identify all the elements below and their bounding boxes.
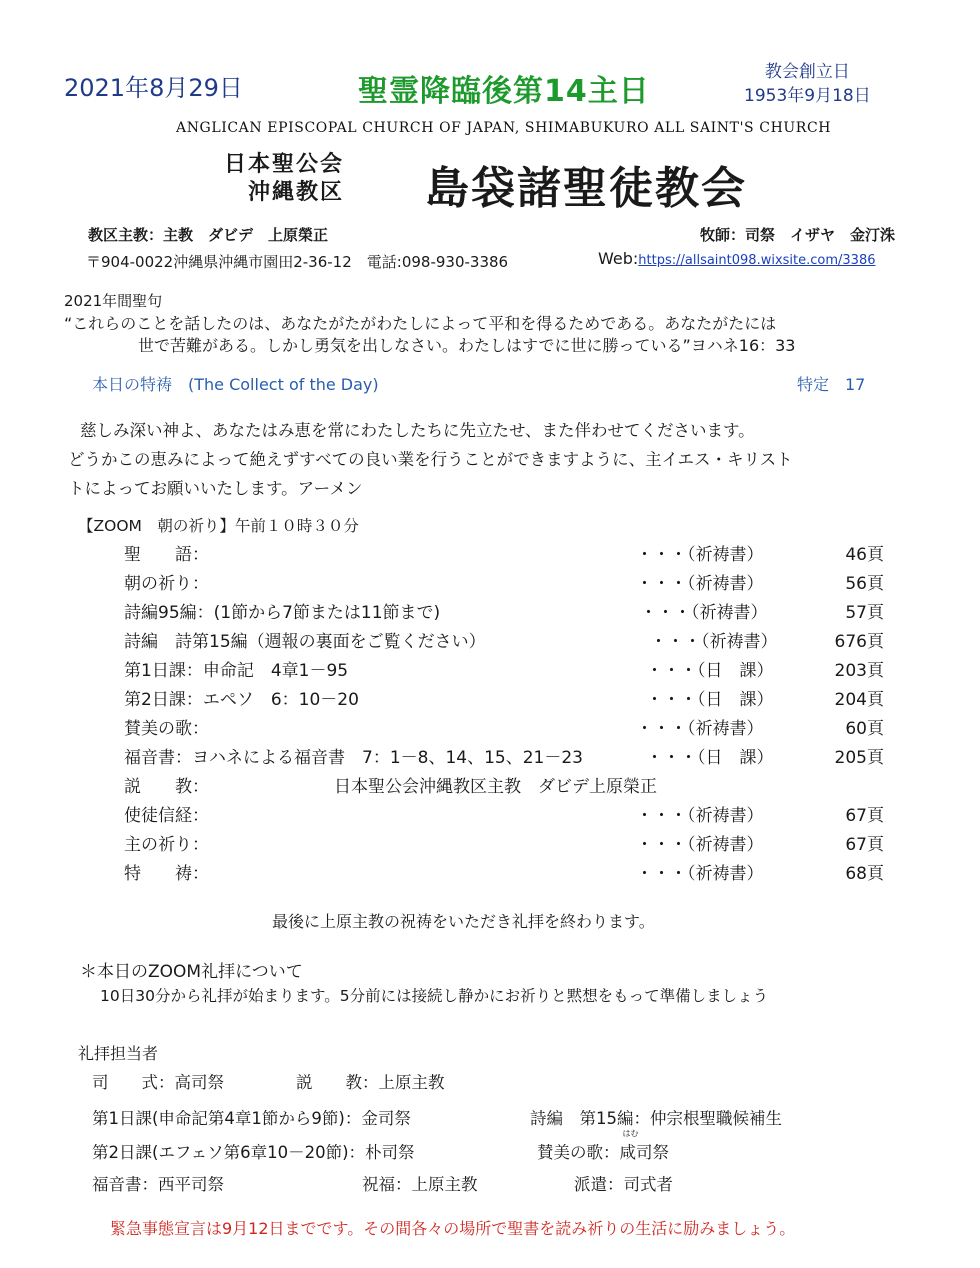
organization-name [224,150,344,206]
collect-line-3: トによってお願いいたします。アーメン [68,479,363,498]
liturgical-day: 聖霊降臨後第14主日 [358,74,650,109]
order-item-page: 68頁 [845,864,884,884]
order-item-source: ・・・（日 課） [646,690,774,710]
order-item-label: 賛美の歌： [124,719,209,739]
sermon-preacher: 日本聖公会沖縄教区主教 ダビデ上原榮正 [334,777,657,797]
duties-title: 礼拝担当者 [78,1044,159,1063]
website [598,249,875,268]
order-item [124,830,884,858]
duty-dismissal: 派遣：司式者 [574,1175,673,1194]
order-item [124,859,884,887]
english-church-name: ANGLICAN EPISCOPAL CHURCH OF JAPAN, SHIMABUKURO ALL SAINT'S CHURCH [176,120,832,136]
service-title: 【ZOOM 朝の祈り】午前１０時３０分 [78,517,359,535]
order-item-page: 204頁 [834,690,884,710]
order-item-page: 203頁 [834,661,884,681]
duty-psalm: 詩編 第15編：仲宗根聖職候補生 [530,1109,782,1128]
order-item-source: ・・・（祈祷書） [636,864,764,884]
order-item [124,627,884,655]
founded-info [744,60,871,108]
org-line-2: 沖縄教区 [248,179,345,205]
order-item-label: 主の祈り： [124,835,209,855]
order-item [124,656,884,684]
order-item [124,714,884,742]
order-item-label: 第1日課：申命記 4章1－95 [124,661,349,681]
zoom-info-text: 10日30分から礼拝が始まります。5分前には接続し静かにお祈りと黙想をもって準備しましょう [100,987,769,1005]
org-line-1: 日本聖公会 [224,151,345,177]
founded-date: 1953年9月18日 [744,86,871,106]
order-item-sermon [124,772,884,800]
order-item-page: 56頁 [845,574,884,594]
order-item-source: ・・・（日 課） [646,661,774,681]
duty-hymn-suffix: 司祭 [636,1143,669,1162]
order-item [124,540,884,568]
service-ending: 最後に上原主教の祝祷をいただき礼拝を終わります。 [272,912,655,931]
collect-line-1: 慈しみ深い神よ、あなたはみ恵を常にわたしたちに先立たせ、また伴わせてくださいます。 [80,421,755,440]
order-item-page: 67頁 [845,806,884,826]
annual-verse-label: 2021年間聖句 [64,292,163,310]
order-item-source: ・・・（祈祷書） [636,835,764,855]
duty-gospel: 福音書：西平司祭 [92,1175,224,1194]
duty-hymn [537,1129,669,1163]
order-item-source: ・・・（祈祷書） [640,603,768,623]
order-item-label: 朝の祈り： [124,574,209,594]
order-item-page: 46頁 [845,545,884,565]
diocesan-bishop: 教区主教：主教 ダビデ 上原榮正 [88,226,329,244]
duty-first-lesson: 第1日課(申命記第4章1節から9節)：金司祭 [92,1109,411,1128]
order-item [124,801,884,829]
duty-preacher: 説 教：上原主教 [296,1073,445,1092]
collect-number: 特定 17 [797,375,866,394]
order-item-source: ・・・（祈祷書） [636,719,764,739]
order-item [124,743,884,771]
order-item [124,598,884,626]
duty-hymn-prefix: 賛美の歌： [537,1143,620,1162]
annual-verse-line-2: 世で苦難がある。しかし勇気を出しなさい。わたしはすでに世に勝っている”ヨハネ16：33 [138,336,796,355]
order-item-label: 説 教： [124,777,209,797]
order-item-page: 205頁 [834,748,884,768]
annual-verse-line-1: “これらのことを話したのは、あなたがたがわたしによって平和を得るためである。あなたがたには [64,314,777,333]
order-item-source: ・・・（祈祷書） [650,632,778,652]
order-item-source: ・・・（祈祷書） [636,806,764,826]
order-item-label: 詩編95編：(1節から7節または11節まで) [124,603,441,623]
church-name: 島袋諸聖徒教会 [425,163,747,214]
church-address: 〒904-0022沖縄県沖縄市園田2-36-12 電話:098-930-3386 [86,253,509,271]
order-item-source: ・・・（祈祷書） [636,545,764,565]
duty-officiant: 司 式：高司祭 [92,1073,224,1092]
order-item-page: 60頁 [845,719,884,739]
order-item-label: 詩編 詩第15編（週報の裏面をご覧ください） [124,632,486,652]
order-item-page: 57頁 [845,603,884,623]
emergency-notice: 緊急事態宣言は9月12日までです。その間各々の場所で聖書を読み祈りの生活に励みましょう。 [110,1219,796,1238]
order-item-page: 676頁 [834,632,884,652]
duty-blessing: 祝福：上原主教 [362,1175,478,1194]
order-item-label: 福音書：ヨハネによる福音書 7：1－8、14、15、21－23 [124,748,583,768]
collect-text [68,416,908,503]
duty-hymn-name [619,1129,639,1163]
bulletin-date: 2021年8月29日 [64,74,243,102]
web-label: Web: [598,249,639,268]
order-item [124,569,884,597]
order-item-label: 使徒信経： [124,806,209,826]
hymn-name-ruby: はむ [622,1129,639,1138]
website-link[interactable]: https://allsaint098.wixsite.com/3386 [638,253,876,268]
order-item-page: 67頁 [845,835,884,855]
order-item-source: ・・・（日 課） [646,748,774,768]
order-item-source: ・・・（祈祷書） [636,574,764,594]
order-item-label: 特 祷： [124,864,209,884]
order-item [124,685,884,713]
hymn-name-kanji: 咸 [619,1143,636,1162]
zoom-info-title: ＊本日のZOOM礼拝について [80,962,303,982]
order-item-label: 聖 語： [124,545,209,565]
parish-priest: 牧師：司祭 イザヤ 金汀洙 [700,226,896,244]
founded-label: 教会創立日 [764,62,850,82]
collect-title: 本日の特祷 (The Collect of the Day) [92,375,379,394]
duty-second-lesson: 第2日課(エフェソ第6章10－20節)：朴司祭 [92,1143,415,1162]
order-item-label: 第2日課：エペソ 6：10－20 [124,690,359,710]
collect-line-2: どうかこの恵みによって絶えずすべての良い業を行うことができますように、主イエス・キリスト [68,450,793,469]
